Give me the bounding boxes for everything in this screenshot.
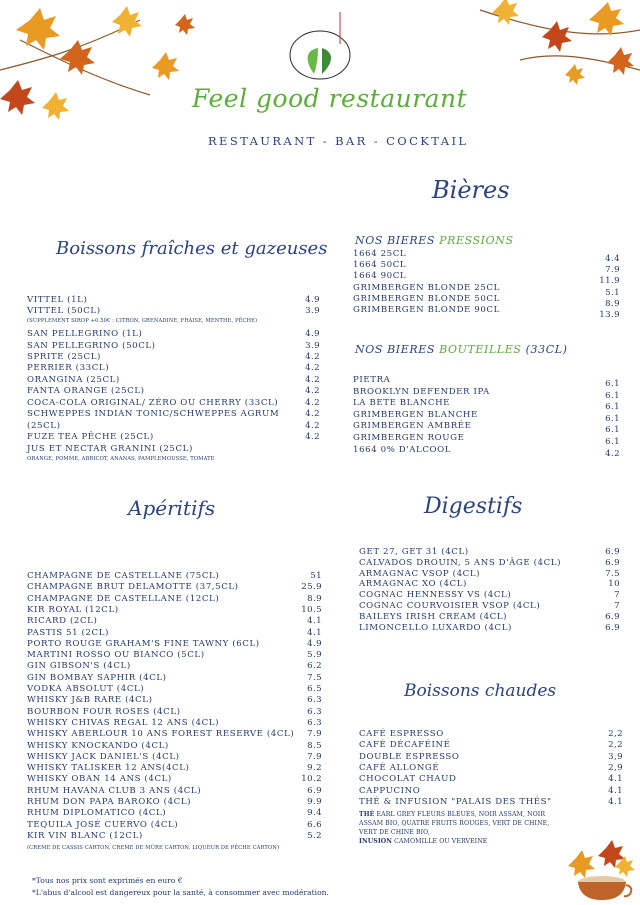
aperitif-price: 25.9 [301, 582, 322, 593]
beer-pression-price: 4.4 [605, 254, 620, 264]
hot-drink-price: 4.1 [608, 796, 623, 807]
beer-pression-name: 1664 50CL [353, 260, 407, 271]
drink-name: SCHWEPPES INDIAN TONIC/SCHWEPPES AGRUM [27, 409, 280, 419]
digestif-price: 7 [614, 590, 620, 601]
drink-name: SAN PELLEGRINO (50CL) [27, 341, 156, 351]
drink-name: SAN PELLEGRINO (1L) [27, 329, 143, 339]
aperitif-name: GIN BOMBAY SAPHIR (4CL) [27, 672, 167, 683]
drink-name: PERRIER (33CL) [27, 363, 110, 373]
bieres-pressions-heading [355, 234, 514, 247]
beer-bottle-price: 6.1 [605, 425, 620, 436]
aperitif-name: CHAMPAGNE DE CASTELLANE (75CL) [27, 571, 220, 581]
drink-price: 4.9 [305, 295, 320, 305]
drink-name: SPRITE (25CL) [27, 352, 101, 362]
beer-pression-price: 11.9 [599, 276, 620, 287]
aperitif-name: KIR ROYAL (12CL) [27, 604, 119, 615]
aperitif-price: 10.2 [301, 774, 322, 785]
drink-price: 4.2 [305, 386, 320, 396]
digestif-name: GET 27, GET 31 (4CL) [359, 547, 469, 557]
digestif-price: 6.9 [605, 622, 620, 633]
drink-price: 4.2 [305, 421, 320, 431]
the-description-line1 [359, 810, 549, 819]
the-desc-1: EARL GREY FLEURS BLEUES, NOIR ASSAM, NOIR [374, 811, 546, 818]
aperitif-name: CHAMPAGNE DE CASTELLANE (12CL) [27, 593, 220, 604]
aperitif-name: PORTO ROUGE GRAHAM'S FINE TAWNY (6CL) [27, 638, 260, 649]
section-heading-digestifs: Digestifs [424, 494, 523, 519]
beer-pression-name: GRIMBERGEN BLONDE 25CL [353, 282, 500, 293]
aperitif-price: 9.4 [307, 808, 322, 819]
beer-bottle-name: GRIMBERGEN AMBRÉE [353, 421, 472, 432]
drink-name: COCA-COLA ORIGINAL/ ZÉRO OU CHERRY (33CL) [27, 398, 279, 408]
drink-name: FANTA ORANGE (25CL) [27, 386, 145, 396]
beer-bottle-price: 6.1 [605, 413, 620, 424]
aperitif-price: 6.3 [307, 706, 322, 717]
aperitif-name: WHISKY ABERLOUR 10 ANS FOREST RESERVE (4CL) [27, 729, 295, 740]
the-description-line3: VERT DE CHINE BIO, [359, 829, 431, 836]
inusion-label: INUSION [359, 838, 393, 845]
restaurant-logo-glass-icon [284, 10, 356, 82]
inusion-desc: CAMOMILLE OU VERVEINE [392, 838, 488, 845]
section-heading-boissons-chaudes: Boissons chaudes [404, 681, 557, 701]
beer-bottle-price: 6.1 [605, 390, 620, 401]
aperitif-name: WHISKY TALISKER 12 ANS(4CL) [27, 763, 190, 774]
digestif-name: COGNAC COURVOISIER VSOP (4CL) [359, 601, 541, 611]
beer-bottle-name: GRIMBERGEN ROUGE [353, 433, 465, 443]
aperitif-price: 7.9 [307, 751, 322, 762]
drink-price: 4.2 [305, 432, 320, 442]
drink-name: FUZE TEA PÊCHE (25CL) [27, 432, 154, 442]
aperitif-name: WHISKY OBAN 14 ANS (4CL) [27, 774, 172, 785]
beer-bottle-price: 6.1 [605, 379, 620, 389]
boissons-sirop-note: (SUPPLEMENT SIROP +0.50€ : CITRON, GRENADINE, FRAISE, MENTHE, PÊCHE) [27, 318, 258, 324]
aperitif-name: GIN GIBSON'S (4CL) [27, 661, 131, 672]
beer-pression-price: 7.9 [605, 265, 620, 276]
drink-price: 4.2 [305, 352, 320, 362]
bieres-bouteilles-heading [355, 343, 568, 356]
drink-name: VITTEL (1L) [27, 295, 88, 305]
aperitif-price: 8.9 [307, 593, 322, 604]
hot-drink-name: CAPPUCINO [359, 785, 421, 796]
aperitif-price: 5.9 [307, 650, 322, 661]
digestif-price: 6.9 [605, 611, 620, 622]
aperitif-price: 4.1 [307, 627, 322, 638]
hot-drink-name: THÉ & INFUSION "PALAIS DES THÉS" [359, 796, 552, 807]
restaurant-subtitle: RESTAURANT - BAR - COCKTAIL [208, 134, 469, 148]
aperitif-price: 6.5 [307, 684, 322, 694]
inusion-description [359, 837, 549, 846]
hot-drink-name: CAFÉ ALLONGÉ [359, 762, 440, 773]
beer-bottle-name: 1664 0% D'ALCOOL [353, 444, 452, 455]
boissons-jus-note: ORANGE, POMME, ABRICOT, ANANAS, PAMPLEMOUSSE, TOMATE [27, 456, 215, 462]
beer-pression-name: GRIMBERGEN BLONDE 90CL [353, 305, 500, 315]
beer-pression-price: 13.9 [599, 310, 620, 320]
hot-drink-price: 2,9 [608, 762, 623, 773]
aperitif-name: MARTINI ROSSO OU BIANCO (5CL) [27, 650, 205, 661]
beer-pression-price: 8.9 [605, 298, 620, 309]
hot-drink-price: 3,9 [608, 751, 623, 762]
aperitif-name: WHISKY KNOCKANDO (4CL) [27, 740, 169, 751]
beer-bottle-name: LA BETE BLANCHE [353, 398, 451, 409]
section-heading-aperitifs: Apéritifs [128, 496, 216, 520]
hot-drink-price: 4.1 [608, 785, 623, 796]
aperitif-name: WHISKY CHIVAS REGAL 12 ANS (4CL) [27, 717, 220, 728]
digestif-name: LIMONCELLO LUXARDO (4CL) [359, 622, 512, 633]
beer-pression-price: 5.1 [605, 287, 620, 298]
aperitif-name: CHAMPAGNE BRUT DELAMOTTE (37,5CL) [27, 582, 239, 593]
aperitif-price: 9.9 [307, 797, 322, 807]
drink-price: 3.9 [305, 341, 320, 351]
hot-drink-name: CAFÉ ESPRESSO [359, 729, 444, 739]
aperitif-price: 6.6 [307, 819, 322, 830]
aperitif-price: 6.3 [307, 695, 322, 706]
bieres-pressions-accent: PRESSIONS [439, 234, 514, 247]
hot-drink-name: CAFÉ DÉCAFÉINÉ [359, 740, 451, 751]
aperitif-price: 7.9 [307, 729, 322, 740]
bieres-bouteilles-accent: BOUTEILLES [439, 343, 522, 356]
aperitif-price: 8.5 [307, 740, 322, 751]
hot-drink-name: DOUBLE ESPRESSO [359, 751, 460, 762]
aperitif-name: BOURBON FOUR ROSES (4CL) [27, 706, 181, 717]
drink-name: VITTEL (50CL) [27, 306, 101, 316]
aperitif-name: RICARD (2CL) [27, 616, 98, 627]
beer-bottle-price: 6.1 [605, 437, 620, 447]
digestif-name: COGNAC HENNESSY VS (4CL) [359, 590, 512, 601]
drink-price: 4.9 [305, 329, 320, 339]
aperitif-name: WHISKY J&B RARE (4CL) [27, 695, 153, 706]
coffee-cup-leaves-decoration [566, 838, 638, 902]
hot-drink-name: CHOCOLAT CHAUD [359, 774, 457, 785]
digestif-name: ARMAGNAC XO (4CL) [359, 579, 467, 590]
aperitif-name: KIR VIN BLANC (12CL) [27, 830, 143, 841]
aperitif-name: VODKA ABSOLUT (4CL) [27, 684, 145, 694]
restaurant-title: Feel good restaurant [192, 84, 468, 113]
drink-price: 4.2 [305, 409, 320, 419]
aperitif-price: 9.2 [307, 763, 322, 774]
section-heading-boissons-fraiches: Boissons fraîches et gazeuses [56, 238, 328, 259]
hot-drink-price: 2,2 [608, 740, 623, 751]
footer-alcohol-warning: *L'abus d'alcool est dangereux pour la santé, à consommer avec modération. [32, 888, 329, 897]
aperitif-price: 4.9 [307, 638, 322, 649]
aperitif-price: 51 [310, 571, 322, 581]
hot-drink-price: 2,2 [608, 729, 623, 739]
beer-pression-name: 1664 90CL [353, 271, 407, 282]
the-description [359, 810, 549, 846]
aperitif-price: 7.5 [307, 672, 322, 683]
bieres-bouteilles-suffix: (33CL) [521, 343, 568, 356]
bieres-pressions-prefix: NOS BIERES [355, 234, 440, 247]
beer-bottle-name: PIETRA [353, 375, 391, 385]
digestif-name: ARMAGNAC VSOP (4CL) [359, 568, 481, 579]
digestif-name: CALVADOS DROUIN, 5 ANS D'ÂGE (4CL) [359, 557, 562, 568]
drink-price: 4.2 [305, 398, 320, 408]
aperitif-name: RHUM HAVANA CLUB 3 ANS (4CL) [27, 785, 202, 796]
beer-bottle-price: 6.1 [605, 402, 620, 413]
aperitif-price: 5.2 [307, 830, 322, 841]
drink-price: 4.2 [305, 363, 320, 373]
digestif-price: 6.9 [605, 557, 620, 568]
digestif-price: 7.5 [605, 568, 620, 579]
aperitif-price: 6.9 [307, 785, 322, 796]
drink-price: 3.9 [305, 306, 320, 316]
beer-pression-name: 1664 25CL [353, 249, 407, 259]
aperitif-price: 4.1 [307, 616, 322, 627]
digestif-price: 6.9 [605, 547, 620, 557]
aperitifs-kir-note: (CREME DE CASSIS CARTON, CREME DE MÛRE CARTON, LIQUEUR DE PÊCHE CARTON) [27, 845, 280, 851]
hot-drink-price: 4.1 [608, 774, 623, 785]
digestif-price: 10 [608, 579, 620, 590]
aperitif-name: RHUM DON PAPA BAROKO (4CL) [27, 797, 192, 807]
digestif-price: 7 [614, 601, 620, 611]
drink-name: (25CL) [27, 421, 61, 431]
footer-prices-note: *Tous nos prix sont exprimés en euro € [32, 876, 183, 885]
aperitif-price: 6.3 [307, 717, 322, 728]
beer-bottle-price: 4.2 [605, 448, 620, 459]
aperitif-price: 10.5 [301, 604, 322, 615]
beer-pression-name: GRIMBERGEN BLONDE 50CL [353, 293, 500, 304]
digestif-name: BAILEYS IRISH CREAM (4CL) [359, 611, 508, 622]
the-description-line2: ASSAM BIO, QUATRE FRUITS ROUGES, VERT DE CHINE, [359, 820, 550, 827]
the-label: THÉ [359, 811, 375, 818]
section-heading-bieres: Bières [432, 176, 510, 204]
aperitif-name: RHUM DIPLOMATICO (4CL) [27, 808, 167, 819]
drink-price: 4.2 [305, 375, 320, 385]
aperitif-name: PASTIS 51 (2CL) [27, 627, 109, 638]
beer-bottle-name: GRIMBERGEN BLANCHE [353, 409, 478, 420]
drink-name: JUS ET NECTAR GRANINI (25CL) [27, 444, 193, 454]
aperitif-name: WHISKY JACK DANIEL'S (4CL) [27, 751, 180, 762]
aperitif-price: 6.2 [307, 661, 322, 672]
aperitif-name: TEQUILA JOSÉ CUERVO (4CL) [27, 819, 179, 830]
beer-bottle-name: BROOKLYN DEFENDER IPA [353, 386, 490, 397]
drink-name: ORANGINA (25CL) [27, 375, 120, 385]
autumn-leaves-top-left-decoration [0, 0, 220, 130]
bieres-bouteilles-prefix: NOS BIERES [355, 343, 440, 356]
